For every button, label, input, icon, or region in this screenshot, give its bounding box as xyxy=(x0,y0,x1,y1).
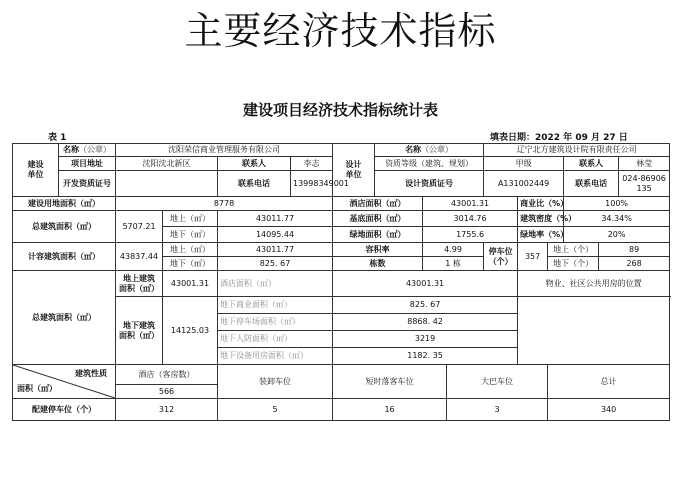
detail-hotel-label: 酒店面积（㎡） xyxy=(218,271,333,297)
detail-item-value: 1182. 35 xyxy=(333,348,518,365)
nature-col: 短时落客车位 xyxy=(333,365,447,399)
diag-top-label: 建筑性质 xyxy=(75,369,107,378)
commerce-ratio: 100% xyxy=(564,197,670,211)
detail-item-value: 8868. 42 xyxy=(333,314,518,331)
gross-below: 14095.44 xyxy=(218,227,333,243)
far-area-label: 计容建筑面积（㎡） xyxy=(13,243,116,271)
far-above-label: 地上（㎡） xyxy=(163,243,218,257)
property-location-value xyxy=(518,297,670,365)
far-below-label: 地下（㎡） xyxy=(163,257,218,271)
build-unit-label: 建设 单位 xyxy=(13,144,59,197)
floors-label: 栋数 xyxy=(333,257,423,271)
commerce-ratio-label: 商业比（%） xyxy=(518,197,564,211)
diag-bottom-label: 面积（㎡） xyxy=(17,384,57,393)
base-area: 3014.76 xyxy=(423,211,518,227)
nature-col: 大巴车位 xyxy=(447,365,548,399)
build-unit-name: 沈阳荣信商业管理服务有限公司 xyxy=(116,144,333,157)
design-unit-label: 设计 单位 xyxy=(333,144,375,197)
design-unit-name: 辽宁北方建筑设计院有限责任公司 xyxy=(484,144,670,157)
far-label: 容积率 xyxy=(333,243,423,257)
property-location-label: 物业、社区公共用房的位置 xyxy=(518,271,670,297)
build-contact: 李志 xyxy=(291,157,333,171)
dev-cert-label: 开发资质证号 xyxy=(59,171,116,197)
design-cert-label: 设计资质证号 xyxy=(375,171,484,197)
green-rate-label: 绿地率（%） xyxy=(518,227,564,243)
detail-hotel-value: 43001.31 xyxy=(333,271,518,297)
design-phone-label: 联系电话 xyxy=(564,171,619,197)
build-name-label: 名称（公章） xyxy=(59,144,116,157)
gross-area: 5707.21 xyxy=(116,211,163,243)
gross-below-label: 地下（㎡） xyxy=(163,227,218,243)
hotel-area-label: 酒店面积（㎡） xyxy=(333,197,423,211)
project-address-label: 项目地址 xyxy=(59,157,116,171)
design-contact-label: 联系人 xyxy=(564,157,619,171)
nature-col: 酒店（客房数） xyxy=(116,365,218,385)
parking-total: 357 xyxy=(518,243,548,271)
config-parking-label: 配建停车位（个） xyxy=(13,399,116,421)
green-area: 1755.6 xyxy=(423,227,518,243)
far-area: 43837.44 xyxy=(116,243,163,271)
gross-above-label: 地上（㎡） xyxy=(163,211,218,227)
table-number: 表 1 xyxy=(48,133,67,143)
config-parking-value: 16 xyxy=(333,399,447,421)
detail-item-label: 地下设备用房面积（㎡） xyxy=(218,348,333,365)
far-below: 825. 67 xyxy=(218,257,333,271)
fill-date: 填表日期：2022 年 09 月 27 日 xyxy=(490,133,628,143)
nature-col: 装卸车位 xyxy=(218,365,333,399)
design-name-label: 名称（公章） xyxy=(375,144,484,157)
detail-area-label: 总建筑面积（㎡） xyxy=(13,271,116,365)
config-parking-value: 340 xyxy=(548,399,670,421)
land-area: 8778 xyxy=(116,197,333,211)
config-parking-value: 5 xyxy=(218,399,333,421)
nature-diagonal-header xyxy=(13,365,116,399)
base-area-label: 基底面积（㎡） xyxy=(333,211,423,227)
indicator-table xyxy=(12,143,670,421)
detail-item-value: 825. 67 xyxy=(333,297,518,314)
below-area-value: 14125.03 xyxy=(163,297,218,365)
build-contact-label: 联系人 xyxy=(218,157,291,171)
above-area-label: 地上建筑 面积（㎡） xyxy=(116,271,163,297)
parking-below-label: 地下（个） xyxy=(548,257,599,271)
design-level: 甲级 xyxy=(484,157,564,171)
page-title: 主要经济技术指标 xyxy=(184,9,497,53)
project-address: 沈阳沈北新区 xyxy=(116,157,218,171)
detail-item-label: 地下停车场面积（㎡） xyxy=(218,314,333,331)
config-parking-value: 3 xyxy=(447,399,548,421)
room-count: 566 xyxy=(116,385,218,399)
hotel-area: 43001.31 xyxy=(423,197,518,211)
config-parking-value: 312 xyxy=(116,399,218,421)
parking-above: 89 xyxy=(599,243,670,257)
detail-item-value: 3219 xyxy=(333,331,518,348)
green-rate: 20% xyxy=(564,227,670,243)
design-phone: 024-86906135 xyxy=(619,171,670,197)
land-area-label: 建设用地面积（㎡） xyxy=(13,197,116,211)
table-title: 建设项目经济技术指标统计表 xyxy=(242,101,438,119)
detail-item-label: 地下人防面积（㎡） xyxy=(218,331,333,348)
design-cert: A131002449 xyxy=(484,171,564,197)
nature-col: 总计 xyxy=(548,365,670,399)
gross-above: 43011.77 xyxy=(218,211,333,227)
parking-below: 268 xyxy=(599,257,670,271)
build-phone: 13998349001 xyxy=(291,171,333,197)
design-contact: 林莹 xyxy=(619,157,670,171)
above-area-value: 43001.31 xyxy=(163,271,218,297)
far-above: 43011.77 xyxy=(218,243,333,257)
build-phone-label: 联系电话 xyxy=(218,171,291,197)
far-value: 4.99 xyxy=(423,243,484,257)
green-area-label: 绿地面积（㎡） xyxy=(333,227,423,243)
gross-area-label: 总建筑面积（㎡） xyxy=(13,211,116,243)
density-label: 建筑密度（%） xyxy=(518,211,564,227)
design-level-label: 资质等级（建筑、规划） xyxy=(375,157,484,171)
density: 34.34% xyxy=(564,211,670,227)
below-area-label: 地下建筑 面积（㎡） xyxy=(116,297,163,365)
dev-cert xyxy=(116,171,218,197)
parking-above-label: 地上（个） xyxy=(548,243,599,257)
detail-item-label: 地下商业面积（㎡） xyxy=(218,297,333,314)
floors-value: 1 栋 xyxy=(423,257,484,271)
parking-label: 停车位 （个） xyxy=(484,243,518,271)
